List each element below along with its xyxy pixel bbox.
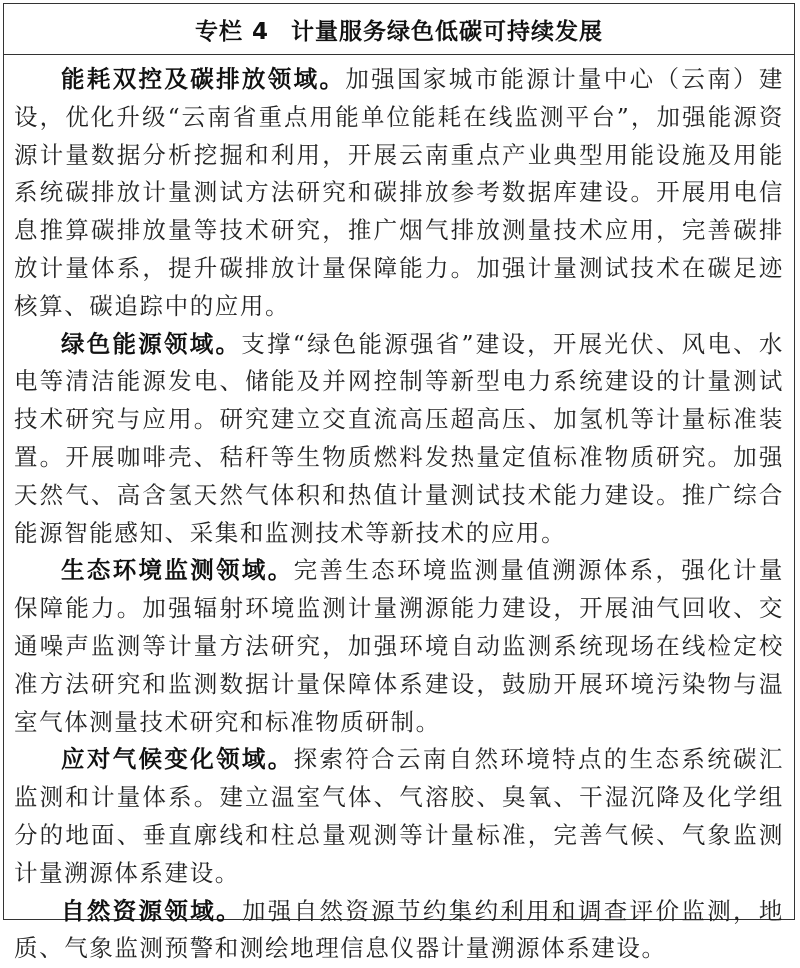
paragraph-heading: 自然资源领域。 — [61, 896, 242, 925]
paragraph-text: 加强国家城市能源计量中心（云南）建设，优化升级“云南省重点用能单位能耗在线监测平台”，加强能源资源计量数据分析挖掘和利用，开展云南重点产业典型用能设施及用能系统碳排放计量测试方法研究和碳排放参考数据库建设。开展用电信息推算碳排放量等技术研究，推广烟气排放测量技术应用，完善碳排放计量体系，提升碳排放计量保障能力。加强计量测试技术在碳足迹核算、碳追踪中的应用。 — [14, 65, 784, 320]
paragraph-text: 加强自然资源节约集约利用和调查评价监测，地质、气象监测预警和测绘地理信息仪器计量溯源体系建设。 — [14, 896, 784, 963]
column-box — [3, 3, 795, 963]
column-label: 专栏 4 — [194, 18, 269, 45]
paragraph-heading: 绿色能源领域。 — [61, 329, 242, 358]
paragraph-heading: 应对气候变化领域。 — [61, 745, 294, 774]
column-title: 计量服务绿色低碳可持续发展 — [291, 18, 603, 45]
paragraph-eco-monitoring — [14, 552, 784, 741]
paragraph-energy-carbon — [14, 61, 784, 326]
box-header — [4, 4, 794, 55]
paragraph-natural-resources — [14, 893, 784, 968]
paragraph-text: 探索符合云南自然环境特点的生态系统碳汇监测和计量体系。建立温室气体、气溶胶、臭氧、干湿沉降及化学组分的地面、垂直廓线和柱总量观测等计量标准，完善气候、气象监测计量溯源体系建设。 — [14, 745, 784, 887]
paragraph-heading: 生态环境监测领域。 — [61, 556, 294, 585]
paragraph-green-energy — [14, 326, 784, 553]
paragraph-climate-change — [14, 741, 784, 892]
box-title — [195, 13, 603, 46]
paragraph-text: 完善生态环境监测量值溯源体系，强化计量保障能力。加强辐射环境监测计量溯源能力建设，开展油气回收、交通噪声监测等计量方法研究，加强环境自动监测系统现场在线检定校准方法研究和监测数据计量保障体系建设，鼓励开展环境污染物与温室气体测量技术研究和标准物质研制。 — [14, 556, 784, 736]
paragraph-heading: 能耗双控及碳排放领域。 — [61, 65, 346, 93]
box-body — [4, 55, 794, 968]
paragraph-text: 支撑“绿色能源强省”建设，开展光伏、风电、水电等清洁能源发电、储能及并网控制等新型电力系统建设的计量测试技术研究与应用。研究建立交直流高压超高压、加氢机等计量标准装置。开展咖啡壳、秸秆等生物质燃料发热量定值标准物质研究。加强天然气、高含氢天然气体积和热值计量测试技术能力建设。推广综合能源智能感知、采集和监测技术等新技术的应用。 — [14, 329, 784, 547]
